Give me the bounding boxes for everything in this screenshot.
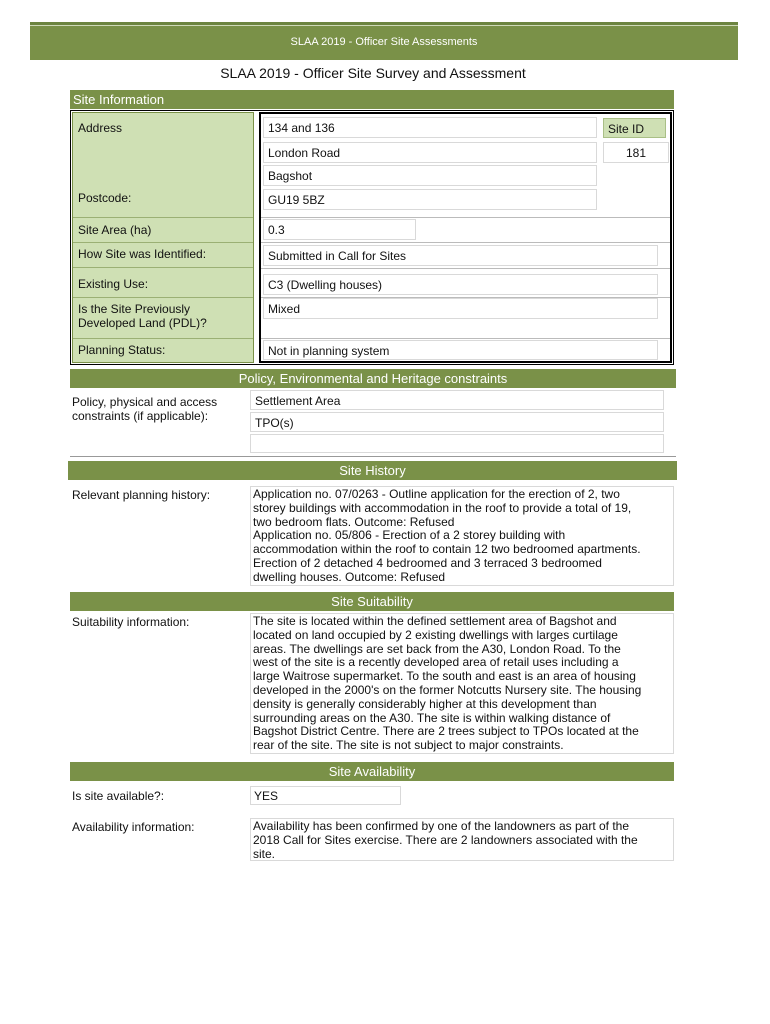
section-header-constraints: Policy, Environmental and Heritage constraints (70, 369, 676, 388)
label-divider (73, 267, 253, 268)
history-line: Application no. 07/0263 - Outline application for the erection of 2, two (253, 487, 620, 501)
site-id-label: Site ID (603, 118, 666, 138)
label-divider (73, 242, 253, 243)
availability-info-text (250, 818, 674, 861)
site-id-field[interactable]: 181 (603, 142, 669, 163)
label-divider (73, 217, 253, 218)
suitability-line: areas. The dwellings are set back from the A30, London Road. To the (253, 641, 621, 656)
availability-line: 2018 Call for Sites exercise. There are 2 landowners associated with the (253, 832, 638, 847)
history-line: Application no. 05/806 - Erection of a 2 storey building with (253, 528, 566, 543)
suitability-line: west of the site is a recently developed area of retail uses including a (253, 655, 619, 670)
available-label: Is site available?: (72, 789, 165, 803)
planning-status-field[interactable]: Not in planning system (263, 340, 658, 360)
history-line: storey buildings with accommodation in the roof to provide a total of 19, (253, 500, 632, 515)
value-divider (261, 268, 670, 269)
value-divider (261, 338, 670, 339)
banner-title: SLAA 2019 - Officer Site Assessments (290, 36, 478, 48)
label-divider (73, 297, 253, 298)
section-header-site-history: Site History (68, 461, 677, 480)
suitability-line: The site is located within the defined settlement area of Bagshot and (253, 614, 617, 628)
section-header-site-information: Site Information (70, 90, 674, 109)
postcode-field[interactable]: GU19 5BZ (263, 189, 597, 210)
header-banner-rule (30, 22, 738, 26)
history-line: Erection of 2 detached 4 bedroomed and 3 terraced 3 bedroomed (253, 555, 602, 570)
constraints-divider (70, 456, 676, 457)
suitability-label: Suitability information: (72, 615, 190, 629)
identified-field[interactable]: Submitted in Call for Sites (263, 245, 658, 266)
value-divider (261, 242, 670, 243)
section-header-site-availability: Site Availability (70, 762, 674, 781)
history-line: dwelling houses. Outcome: Refused (253, 569, 446, 584)
history-line: accommodation within the roof to contain 12 two bedroomed apartments. (253, 542, 641, 557)
suitability-line: Bagshot District Centre. There are 2 trees subject to TPOs located at the (253, 724, 639, 739)
history-label: Relevant planning history: (72, 488, 211, 502)
label-divider (73, 338, 253, 339)
value-divider (261, 217, 670, 218)
history-text (250, 486, 674, 586)
suitability-line: rear of the site. The site is not subject to major constraints. (253, 738, 564, 753)
constraint-item[interactable]: TPO(s) (250, 412, 664, 432)
address-line1-field[interactable]: 134 and 136 (263, 117, 597, 138)
pdl-label-line2: Developed Land (PDL)? (78, 316, 207, 330)
postcode-label: Postcode: (78, 191, 132, 205)
suitability-line: large Waitrose supermarket. To the south and east is an area of housing (253, 669, 636, 684)
site-area-label: Site Area (ha) (78, 223, 152, 237)
history-line: two bedroom flats. Outcome: Refused (253, 514, 455, 529)
site-area-field[interactable]: 0.3 (263, 219, 416, 240)
constraints-label-line1: Policy, physical and access (72, 395, 218, 409)
availability-info-label: Availability information: (72, 820, 195, 834)
pdl-label-line1: Is the Site Previously (78, 302, 191, 316)
existing-use-field[interactable]: C3 (Dwelling houses) (263, 274, 658, 295)
suitability-line: located on land occupied by 2 existing dwellings with larges curtilage (253, 627, 618, 642)
suitability-text (250, 613, 674, 754)
page-title: SLAA 2019 - Officer Site Survey and Assessment (220, 65, 526, 81)
constraint-item[interactable]: Settlement Area (250, 390, 664, 410)
address-line3-field[interactable]: Bagshot (263, 165, 597, 186)
identified-label: How Site was Identified: (78, 247, 207, 261)
planning-status-label: Planning Status: (78, 343, 166, 357)
existing-use-label: Existing Use: (78, 277, 149, 291)
section-header-site-suitability: Site Suitability (70, 592, 674, 611)
available-field[interactable]: YES (250, 786, 401, 805)
suitability-line: surrounding areas on the A30. The site is within walking distance of (253, 710, 611, 725)
availability-line: site. (253, 846, 276, 861)
suitability-line: density is generally considerably higher at this development than (253, 696, 597, 711)
availability-line: Availability has been confirmed by one of the landowners as part of the (253, 819, 630, 833)
pdl-field[interactable]: Mixed (263, 298, 658, 319)
constraints-label-line2: constraints (if applicable): (72, 409, 209, 423)
suitability-line: developed in the 2000's on the former Notcutts Nursery site. The housing (253, 682, 642, 697)
address-line2-field[interactable]: London Road (263, 142, 597, 163)
address-label: Address (78, 121, 123, 135)
constraint-item[interactable] (250, 434, 664, 453)
